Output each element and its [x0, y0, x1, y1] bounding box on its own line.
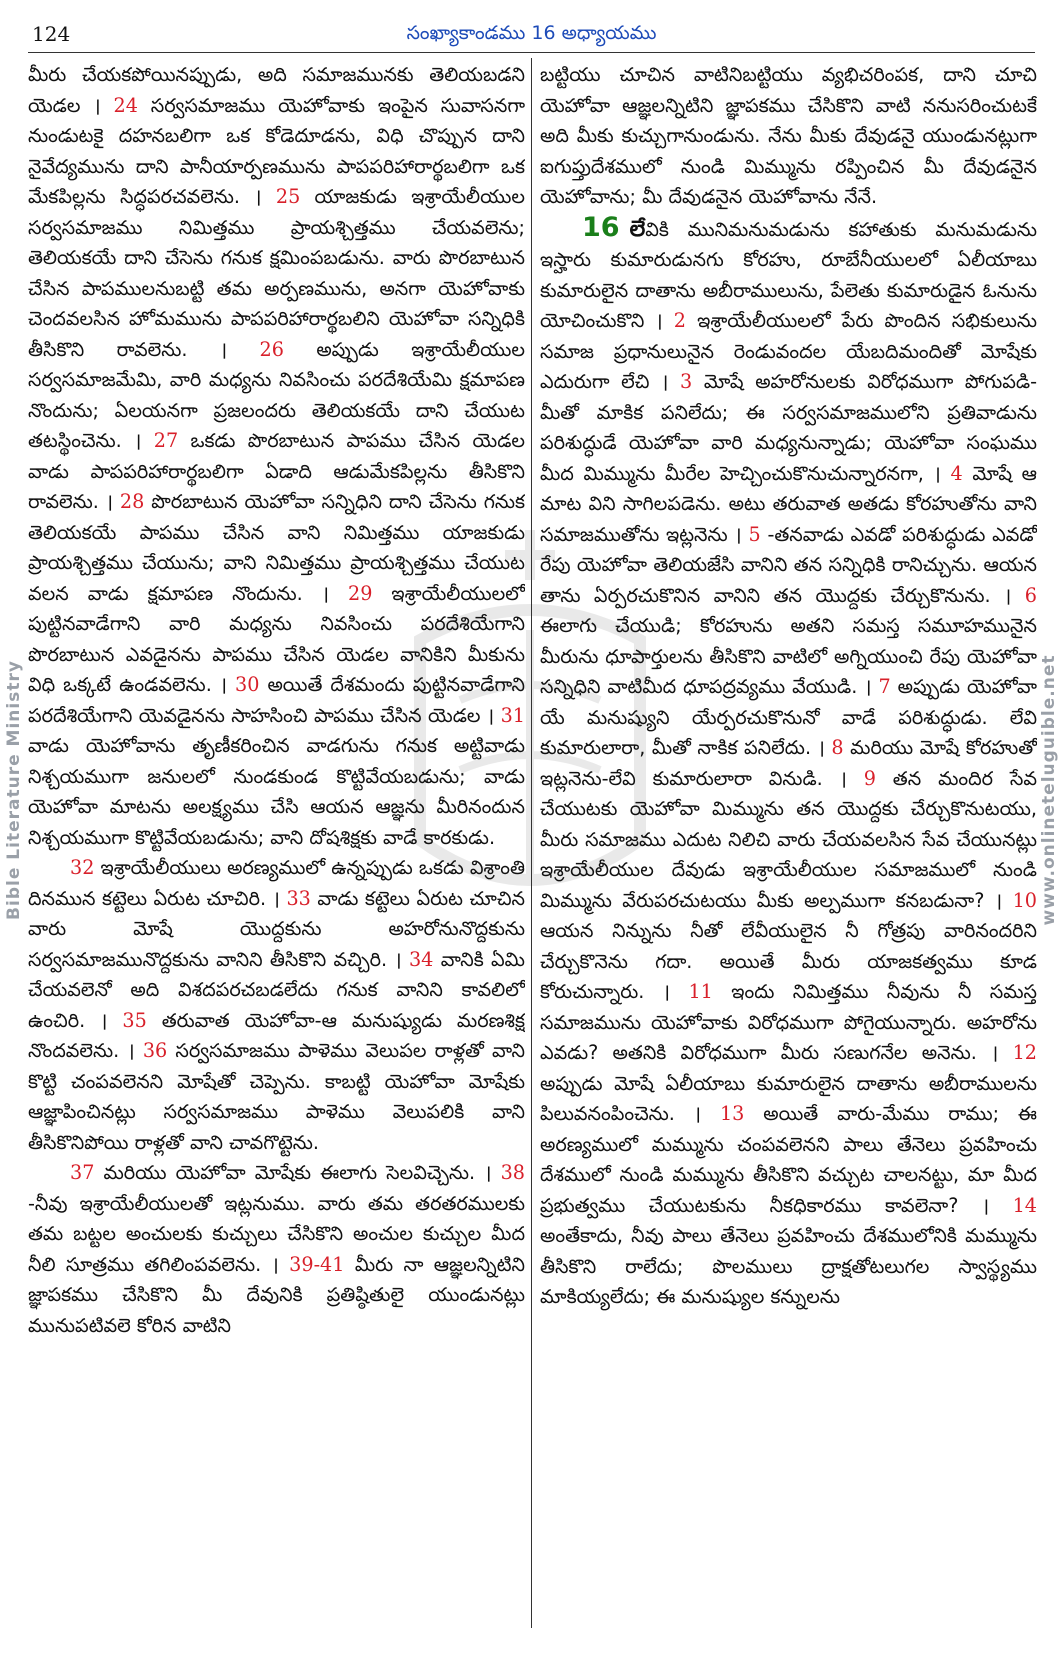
- verse-number: 35: [122, 1008, 147, 1032]
- verse-number: 10: [1012, 888, 1037, 912]
- verse-number: 24: [113, 93, 138, 117]
- verse-text: వాడు కట్టెలు ఏరుట చూచిన వారు మోషే యొద్దకును అహరోనునొద్దకును సర్వసమాజమునొద్దకును వానిని తీసికొని వచ్చిరి. ।: [28, 886, 525, 971]
- verse-number: 4: [950, 461, 963, 485]
- verse-number: 11: [688, 980, 713, 1003]
- verse-number: 39-41: [289, 1252, 345, 1276]
- verse-number: 9: [863, 766, 876, 790]
- verse-text: వికి మునిమనుమడును కహాతుకు మనుమడును ఇస్హారు కుమారుడునగు కోరహు, రూబేనీయులలో ఏలీయాబు కుమారులైన దాతాను అబీరాములును, పేలెతు కుమారుడైన ఓనును యోచించుకొని ।: [540, 217, 1037, 332]
- verse-text: అప్పుడు మోషే ఏలీయాబు కుమారులైన దాతాను అబీరాములను పిలువనంపించెను. ।: [540, 1071, 1037, 1125]
- watermark-right: [1037, 640, 1061, 940]
- page-header: [30, 20, 1033, 54]
- drop-cap: లే: [629, 216, 646, 242]
- watermark-right-text: www.onlineteluguible.net: [1039, 654, 1059, 926]
- verse-text: ఇశ్రాయేలీయులలో పేరు పొందిన సభికులును సమాజ ప్రధానులునైన రెండువందల యేబదిమందితో మోషేకు ఎదురుగా లేచి ।: [540, 309, 1037, 393]
- verse-text: పొరబాటున యెహోవా సన్నిధిని దాని చేసెను గనుక తెలియకయే పాపము చేసిన వాని నిమిత్తము యాజకుడు ప్రాయశ్చిత్తము చేయును; వాని నిమిత్తము ప్రాయశ్చిత్తము చేయుట వలన వాడు క్షమాపణ నొందును. ।: [28, 490, 525, 605]
- verse-text: ఇశ్రాయేలీయులలో పుట్టినవాడేగాని వారి మధ్యను నివసించు పరదేశియేగాని పొరబాటున ఎవడైనను పాపము చేసిన యెడల వానికిని మీకును విధి ఒక్కటే ఉండవలెను. ।: [28, 581, 525, 696]
- verse-number: 38: [500, 1161, 525, 1184]
- verse-number: 29: [348, 581, 373, 605]
- verse-text: మీరు చేయకపోయినప్పుడు, అది సమాజమునకు తెలియబడని యెడల ।: [28, 63, 525, 117]
- verse-text: ఈలాగు చేయుడి; కోరహును అతని సమస్త సమూహమునైన మీరును ధూపార్తులను తీసికొని వాటిలో అగ్నియుంచి రేపు యెహోవా సన్నిధిని వాటిమీద ధూపద్రవ్యము వేయుడి. ।: [540, 614, 1037, 698]
- verse-number: 36: [142, 1039, 168, 1062]
- verse-text: ఇశ్రాయేలీయులు అరణ్యములో ఉన్నప్పుడు ఒకడు విశ్రాంతి దినమున కట్టెలు ఏరుట చూచిరి. ।: [28, 856, 525, 910]
- verse-number: 33: [286, 886, 311, 910]
- verse-text: ఇందు నిమిత్తము నీవును నీ సమస్త సమాజమును యెహోవాకు విరోధముగా పోగైయున్నారు. అహరోను ఎవడు? అతనికి విరోధముగా మీరు సణుగనేల అనెను. ।: [540, 980, 1037, 1064]
- verse-text: అప్పుడు యెహోవా యే మనుష్యుని యేర్పరచుకొనునో వాడే పరిశుద్ధుడు. లేవి కుమారులారా, మీతో నాకిక పనిలేదు. ।: [540, 675, 1037, 759]
- verse-number: 13: [719, 1102, 745, 1125]
- verse-number: 27: [153, 429, 179, 452]
- verse-text: -తనవాడు ఎవడో పరిశుద్ధుడు ఎవడో రేపు యెహోవా తెలియజేసి వానిని తన సన్నిధికి రానిచ్చును. ఆయన తాను ఏర్పరచుకొనిన వానిని తన యొద్దకు చేర్చుకొనును. ।: [540, 522, 1037, 607]
- chapter-number: 16: [582, 211, 620, 243]
- verse-number: 28: [119, 490, 145, 513]
- verse-text: అయితే దేశమందు పుట్టినవాడేగాని పరదేశియేగాని యెవడైనను సాహసించి పాపము చేసిన యెడల ।: [28, 673, 525, 727]
- verse-text: సర్వసమాజము పాళెము వెలుపల రాళ్లతో వాని కొట్టి చంపవలెనని మోషేతో చెప్పెను. కాబట్టి యెహోవా మోషేకు ఆజ్ఞాపించినట్లు సర్వసమాజము పాళెము వెలుపలికి వాని తీసికొనిపోయి రాళ్లతో వాని చావగొట్టెను.: [28, 1039, 525, 1154]
- verse-text: మరియు మోషే కోరహుతో ఇట్లనెను-లేవి కుమారులారా వినుడి. ।: [540, 736, 1037, 790]
- verse-text: సర్వసమాజము యెహోవాకు ఇంపైన సువాసనగా నుండుటకై దహనబలిగా ఒక కోడెదూడను, విధి చొప్పున దాని నైవేద్యమును దాని పానీయార్పణమును పాపపరిహారార్థబలిగా ఒక మేకపిల్లను సిద్ధపరచవలెను. ।: [28, 93, 525, 208]
- verse-text: అంతేకాదు, నీవు పాలు తేనెలు ప్రవహించు దేశములోనికి మమ్మును తీసికొని రాలేదు; పొలములు ద్రాక్షతోటలుగల స్వాస్థ్యము మాకియ్యలేదు; ఈ మనుష్యుల కన్నులను: [540, 1224, 1037, 1308]
- verse-number: 34: [408, 947, 434, 971]
- verse-text: యాజకుడు ఇశ్రాయేలీయుల సర్వసమాజము నిమిత్తము ప్రాయశ్చిత్తము చేయవలెను; తెలియకయే దాని చేసెను గనుక క్షమింపబడును. వారు పొరబాటున చేసిన పాపములనుబట్టి తమ అర్పణమును, అనగా యెహోవాకు చెందవలసిన హోమమును పాపపరిహారార్థబలిని యెహోవా సన్నిధికి తీసికొని రావలెను. ।: [28, 185, 525, 361]
- verse-text: తరువాత యెహోవా-ఆ మనుష్యుడు మరణశిక్ష నొందవలెను. ।: [28, 1008, 525, 1062]
- right-text-column: [540, 60, 1037, 1620]
- verse-text: బట్టియు చూచిన వాటినిబట్టియు వ్యభిచరింపక, దాని చూచి యెహోవా ఆజ్ఞలన్నిటిని జ్ఞాపకము చేసికొని వాటి ననుసరించుటకే అది మీకు కుచ్చుగానుండును. నేను మీకు దేవుడనై యుండునట్లుగా ఐగుప్తుదేశములో నుండి మిమ్మును రప్పించిన మీ దేవుడనైన యెహోవాను; మీ దేవుడనైన యెహోవాను నేనే.: [540, 63, 1037, 208]
- verse-number: 12: [1012, 1041, 1037, 1064]
- verse-number: 2: [673, 309, 686, 332]
- verse-text: వాడు యెహోవాను తృణీకరించిన వాడగును గనుక అట్టివాడు నిశ్చయముగా జనులలో నుండకుండ కొట్టివేయబడును; వాడు యెహోవా మాటను అలక్ష్యము చేసి ఆయన ఆజ్ఞను మీరినందున నిశ్చయముగా కొట్టివేయబడును; వాని దోషశిక్షకు వాడే కారకుడు.: [28, 734, 525, 849]
- verse-text: ఆయన నిన్నును నీతో లేవీయులైన నీ గోత్రపు వారినందరిని చేర్చుకొనెను గదా. అయితే మీరు యాజకత్వము కూడ కోరుచున్నారు. ।: [540, 919, 1037, 1003]
- verse-number: 3: [680, 370, 693, 393]
- verse-text: అప్పుడు ఇశ్రాయేలీయుల సర్వసమాజమేమి, వారి మధ్యను నివసించు పరదేశియేమి క్షమాపణ నొందును; ఏలయనగా ప్రజలందరు తెలియకయే దాని చేయుట తటస్థించెను. ।: [28, 337, 525, 452]
- verse-number: 8: [831, 736, 844, 759]
- verse-number: 5: [748, 522, 761, 546]
- watermark-left-text: Bible Literature Ministry: [4, 660, 24, 920]
- verse-text: అయితే వారు-మేము రాము; ఈ అరణ్యములో మమ్మును చంపవలెనని పాలు తేనెలు ప్రవహించు దేశములో నుండి మమ్మును తీసికొని వచ్చుట చాలనట్టు, మా మీద ప్రభుత్వము చేయుటకును నీకధికారము కావలెనా? ।: [540, 1102, 1037, 1217]
- verse-number: 14: [1012, 1193, 1037, 1217]
- verse-number: 37: [70, 1161, 95, 1184]
- watermark-left: [2, 640, 26, 940]
- verse-text: ఒకడు పొరబాటున పాపము చేసిన యెడల వాడు పాపపరిహారార్థబలిగా ఏడాది ఆడుమేకపిల్లను తీసికొని రావలెను. ।: [28, 429, 525, 513]
- verse-text: -నీవు ఇశ్రాయేలీయులతో ఇట్లనుము. వారు తమ తరతరములకు తమ బట్టల అంచులకు కుచ్చులు చేసికొని అంచుల కుచ్చుల మీద నీలి సూత్రము తగిలింపవలెను. ।: [28, 1191, 525, 1276]
- verse-text: మీరు నా ఆజ్ఞలన్నిటిని జ్ఞాపకము చేసికొని మీ దేవునికి ప్రతిష్ఠితులై యుండునట్లు మునుపటివలె కోరిన వాటిని: [28, 1252, 525, 1337]
- verse-text: మరియు యెహోవా మోషేకు ఈలాగు సెలవిచ్చెను. ।: [94, 1161, 501, 1184]
- header-divider: [28, 52, 1035, 53]
- verse-text: వానికి ఏమి చేయవలెనో అది విశదపరచబడలేదు గనుక వానిని కావలిలో ఉంచిరి. ।: [28, 947, 525, 1032]
- verse-number: 31: [500, 703, 525, 727]
- verse-number: 30: [235, 673, 260, 696]
- verse-number: 25: [275, 185, 301, 208]
- verse-text: మోషే అహరోనులకు విరోధముగా పోగుపడి-మీతో మాకిక పనిలేదు; ఈ సర్వసమాజములోని ప్రతివాడును పరిశుద్ధుడే యెహోవా వారి మధ్యనున్నాడు; యెహోవా సంఘము మీద మిమ్మును మీరేల హెచ్చించుకొనుచున్నారనగా, ।: [540, 370, 1037, 485]
- verse-text: మోషే ఆ మాట విని సాగిలపడెను. అటు తరువాత అతడు కోరహుతోను వాని సమాజముతోను ఇట్లనెను ।: [540, 461, 1037, 546]
- verse-number: 32: [70, 856, 95, 879]
- verse-text: తన మందిర సేవ చేయుటకు యెహోవా మిమ్మును తన యొద్దకు చేర్చుకొనుటయు, మీరు సమాజము ఎదుట నిలిచి వారు చేయవలసిన సేవ చేయునట్లు ఇశ్రాయేలీయుల దేవుడు ఇశ్రాయేలీయుల సమాజములో నుండి మిమ్మును వేరుపరచుటయు మీకు అల్పముగా కనబడునా? ।: [540, 766, 1037, 912]
- chapter-title: సంఖ్యాకాండము 16 అధ్యాయము: [406, 22, 657, 44]
- verse-number: 7: [878, 675, 891, 698]
- column-divider: [531, 58, 532, 1628]
- verse-number: 26: [259, 337, 284, 361]
- left-text-column: [28, 60, 525, 1620]
- verse-number: 6: [1024, 583, 1037, 607]
- page-number: 124: [32, 22, 71, 46]
